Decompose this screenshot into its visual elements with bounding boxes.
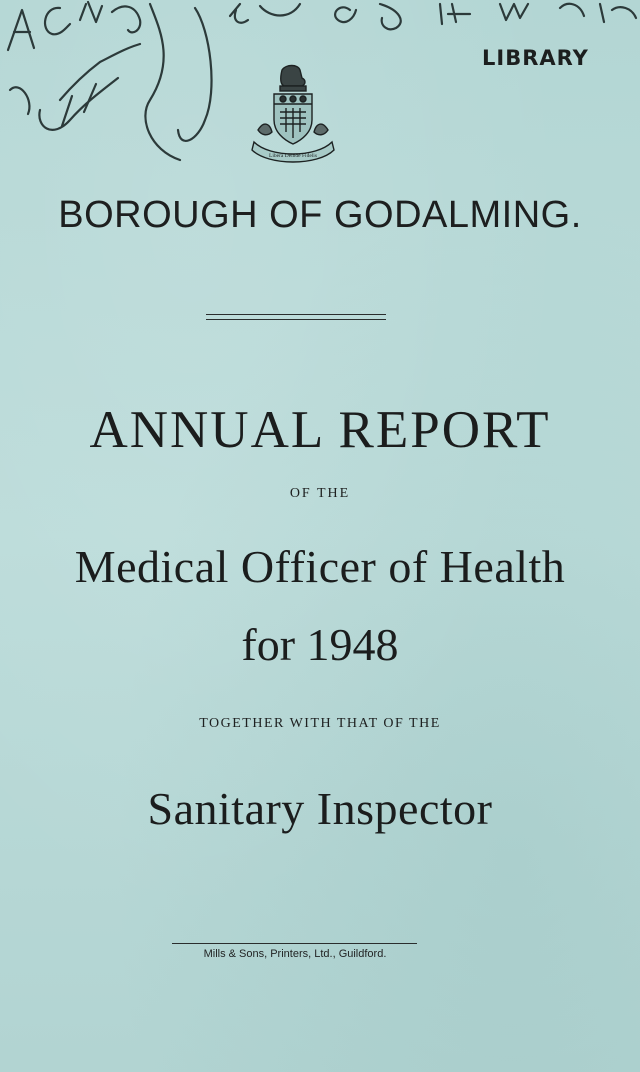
- second-report-subject: Sanitary Inspector: [147, 783, 493, 834]
- printer-imprint: Mills & Sons, Printers, Ltd., Guildford.: [203, 948, 387, 960]
- double-rule-divider: [206, 314, 386, 320]
- coat-of-arms-icon: [246, 62, 340, 168]
- crest-motto: Libera Deinde Fidelis: [269, 153, 317, 159]
- printer-divider: [172, 943, 417, 944]
- library-stamp: LIBRARY: [482, 46, 589, 70]
- report-subject: Medical Officer of Health: [74, 541, 566, 592]
- together-label: TOGETHER WITH THAT OF THE: [199, 716, 441, 731]
- borough-name: BOROUGH OF GODALMING.: [58, 194, 582, 236]
- report-title: ANNUAL REPORT: [89, 401, 551, 459]
- report-year: for 1948: [241, 619, 399, 670]
- of-the-label: OF THE: [289, 486, 351, 501]
